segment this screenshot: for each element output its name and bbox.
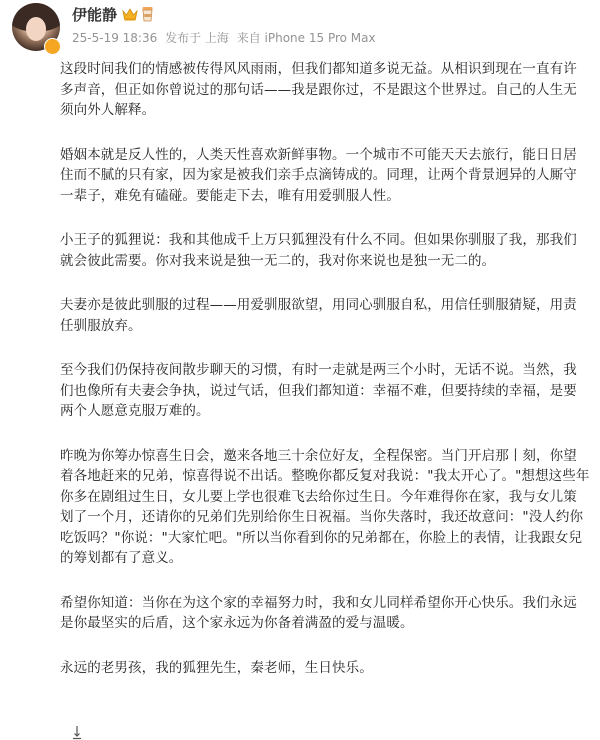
post-paragraph-1: 这段时间我们的情感被传得风风雨雨，但我们都知道多说无益。从相识到现在一直有许多声音，但正如你曾说过的那句话——我是跟你过，不是跟这个世界过。自己的人生无须向外人解释。 bbox=[60, 61, 577, 118]
verified-badge-icon bbox=[44, 38, 61, 55]
post-paragraph-3: 小王子的狐狸说：我和其他成千上万只狐狸没有什么不同。但如果你驯服了我，那我们就会彼此需要。你对我来说是独一无二的，我对你来说也是独一无二的。 bbox=[60, 232, 577, 269]
author-name[interactable]: 伊能静 bbox=[72, 6, 118, 24]
post-paragraph-5: 至今我们仍保持夜间散步聊天的习惯，有时一走就是两三个小时，无话不说。当然，我们也像所有夫妻会争执，说过气话，但我们都知道：幸福不难，但要持续的幸福，是要两个人愿意克服万难的。 bbox=[60, 362, 577, 419]
post-paragraph-2: 婚姻本就是反人性的，人类天性喜欢新鲜事物。一个城市不可能天天去旅行，能日日居住而不腻的只有家，因为家是被我们亲手点滴铸成的。同理，让两个背景迥异的人厮守一辈子，难免有磕碰。要能走下去，唯有用爱驯服人性。 bbox=[60, 146, 577, 204]
crown-icon[interactable] bbox=[122, 7, 138, 21]
post-paragraph-7: 希望你知道：当你在为这个家的幸福努力时，我和女儿同样希望你开心快乐。我们永远是你最坚实的后盾，这个家永远为你备着满盈的爱与温暖。 bbox=[60, 594, 577, 631]
post-header bbox=[0, 0, 600, 58]
avatar-face bbox=[26, 17, 46, 41]
cup-icon[interactable] bbox=[141, 6, 154, 22]
post-meta bbox=[72, 30, 380, 46]
post-paragraph-8: 永远的老男孩，我的狐狸先生，秦老师，生日快乐。 bbox=[60, 659, 373, 676]
post-body bbox=[60, 59, 590, 700]
post-source: 来自 iPhone 15 Pro Max bbox=[236, 31, 376, 45]
download-icon bbox=[72, 725, 82, 740]
post-timestamp[interactable]: 25-5-19 18:36 bbox=[72, 31, 158, 45]
post-paragraph-4: 夫妻亦是彼此驯服的过程——用爱驯服欲望，用同心驯服自私，用信任驯服猜疑，用责任驯服放弃。 bbox=[60, 297, 577, 334]
post-location: 发布于 上海 bbox=[165, 31, 229, 45]
post-paragraph-6: 昨晚为你筹办惊喜生日会，邀来各地三十余位好友，全程保密。当门开启那丨刻，你望着各地赶来的兄弟，惊喜得说不出话。整晚你都反复对我说："我太开心了。"想想这些年你多在剧组过生日，女儿要上学也很难飞去给你过生日。今年难得你在家，我与女儿策划了一个月，还请你的兄弟们先别给你生日祝福。当你失落时，我还故意问："没人约你吃饭吗？"你说："大家忙吧。"所以当你看到你的兄弟都在，你脸上的表情，让我跟女兒的筹划都有了意义。 bbox=[60, 447, 590, 566]
